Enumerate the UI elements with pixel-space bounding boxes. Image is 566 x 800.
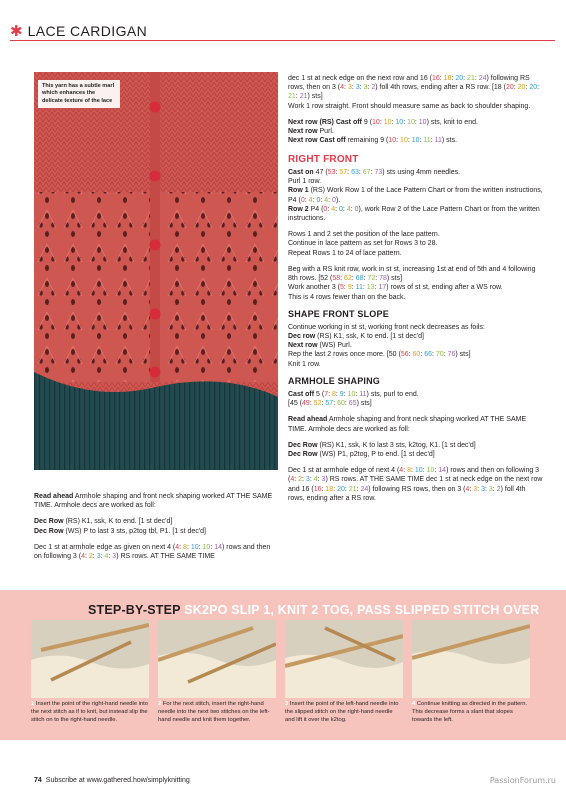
step-3-caption: 3 Insert the point of the left-hand needle into the slipped stitch on the right-hand needle and lift it over the k2tog.	[285, 701, 399, 723]
armhole-shaping-heading: ARMHOLE SHAPING	[288, 375, 381, 386]
page-number: 74	[34, 777, 42, 784]
right-front-heading: RIGHT FRONT	[288, 153, 359, 165]
read-ahead-paragraph: Read ahead Armhole shaping and front neck shaping worked AT THE SAME TIME. Armhole decs are worked as foll:	[34, 493, 273, 510]
dec-rows: Dec Row (RS) K1, ssk, K to end. [1 st dec'd] Dec Row (WS) P to last 3 sts, p2tog tbl, P1. [1 st dec'd]	[34, 518, 206, 535]
armhole-dec-paragraph: Dec 1 st at armhole edge as given on next 4 (4: 8: 10: 10: 14) rows and then on following 3 (4: 2: 3: 4: 3) RS rows. AT THE SAME TIME	[34, 543, 271, 561]
armhole-final-paragraph: Dec 1 st at armhole edge of next 4 (4: 8: 10: 10: 14) rows and then on following 3 (4: 2: 3: 4: 3) RS rows. AT THE SAME TIME dec 1 st at neck edge on the next row and 16 (16: 18: 20: 21: 24) following RS rows, then on 3 (4: 3: 3: 3: 2) foll 4th rows, ending after a RS row.	[288, 467, 543, 502]
section-title: LACE CARDIGAN	[27, 23, 148, 39]
cast-off-rows: Next row (RS) Cast off 9 (10: 10: 10: 10: 10) sts, knit to end. Next row Purl. Next row Cast off remaining 9 (10: 10: 10: 11: 11) sts.	[288, 118, 478, 145]
cardigan-illustration	[34, 72, 278, 470]
front-slope-paragraph: Continue working in st st, working front neck decreases as foils: Dec row (RS) K1, ssk, K to end. [1 st dec'd] Next row (WS) Purl. Rep the last 2 rows once more. [50 (56: 60: 66: 70: 76) sts] Knit 1 row.	[288, 323, 485, 368]
step-2-photo	[158, 620, 276, 698]
neck-dec-paragraph: dec 1 st at neck edge on the next row and 16 (16: 18: 20: 21: 24) following RS rows, then on 3 (4: 3: 3: 3: 2) foll 4th rows, ending after a RS row. [18 (20: 20: 20: 21: 21) sts] Work 1 row straight. Front should measure same as back to shoulder shaping.	[288, 75, 540, 110]
step-1-caption: 1 Insert the point of the right-hand needle into the next stitch as if to knit, but instead slip the stitch on to the right-hand needle.	[31, 701, 148, 723]
step-4-photo	[412, 620, 530, 698]
header-divider	[10, 40, 555, 41]
photo-caption: This yarn has a subtle marl which enhances the delicate texture of the lace	[38, 80, 120, 108]
armhole-read-ahead: Read ahead Armhole shaping and front neck shaping worked AT THE SAME TIME. Armhole decs are worked as foll:	[288, 416, 527, 433]
step-3-photo	[285, 620, 403, 698]
right-front-cast-on: Cast on 47 (53: 57: 63: 67: 73) sts using 4mm needles. Purl 1 row. Row 1 (RS) Work Row 1 of the Lace Pattern Chart or from the written instructions, P4 (0: 4: 0: 4: 0). Row 2 P4 (0: 4: 0: 4: 0), work Row 2 of the Lace Pattern Chart or from the written instructions.	[288, 168, 543, 222]
st-st-paragraph: Beg with a RS knit row, work in st st, increasing 1st at end of 5th and 4 following 8th rows. [52 (58: 62: 68: 72: 78) sts] Work another 3 (5: 9: 11: 13: 17) rows of st st, ending after a WS row. This is 4 rows fewer than on the back.	[288, 265, 536, 301]
page-footer	[34, 776, 190, 785]
step-4-caption: 4 Continue knitting as directed in the pattern. This decrease forms a slant that slopes towards the left.	[412, 701, 528, 723]
asterisk-icon: ✱	[10, 21, 23, 40]
step-2-caption: 2 For the next stitch, insert the right-hand needle into the next two stitches on the left-hand needle and knit them together.	[158, 701, 270, 723]
lace-pattern-position: Rows 1 and 2 set the position of the lace pattern. Continue in lace pattern as set for Rows 3 to 28. Repeat Rows 1 to 24 of lace pattern.	[288, 231, 440, 257]
watermark: PassionForum.ru	[489, 776, 556, 785]
armhole-cast-off: Cast off 5 (7: 8: 9: 10: 11) sts, purl to end. [45 (49: 52: 57: 60: 65) sts]	[288, 390, 419, 408]
shape-front-slope-heading: SHAPE FRONT SLOPE	[288, 308, 389, 319]
cardigan-photo	[34, 72, 278, 470]
subscribe-link[interactable]: Subscribe at www.gathered.how/simplyknitting	[45, 777, 190, 784]
step-by-step-title: STEP-BY-STEP SK2PO SLIP 1, KNIT 2 TOG, PASS SLIPPED STITCH OVER	[88, 603, 540, 617]
right-column	[288, 74, 543, 510]
armhole-dec-rows: Dec Row (RS) K1, ssk, K to last 3 sts, k2tog, K1. [1 st dec'd] Dec Row (WS) P1, p2tog, P to end. [1 st dec'd]	[288, 441, 476, 458]
step-1-photo	[31, 620, 149, 698]
section-header	[10, 22, 147, 40]
left-column	[34, 492, 278, 568]
